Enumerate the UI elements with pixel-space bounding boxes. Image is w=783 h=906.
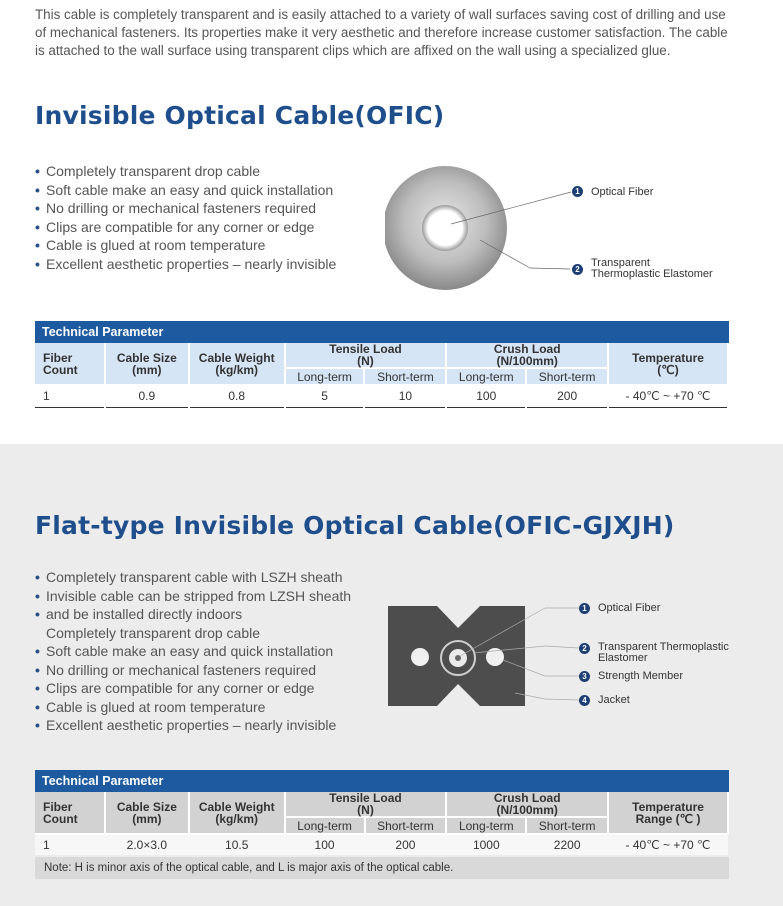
section1-feature-list bbox=[35, 162, 336, 273]
ofic-cross-section-diagram bbox=[385, 160, 765, 290]
callout-jacket: Jacket bbox=[598, 694, 630, 706]
list-item: • and be installed directly indoors bbox=[35, 605, 351, 624]
callout-number-badge: 1 bbox=[572, 186, 583, 197]
cell-tensile-long: 100 bbox=[285, 834, 365, 855]
cell-temperature: - 40℃ ~ +70 ℃ bbox=[608, 834, 728, 855]
header-short-term: Short-term bbox=[526, 368, 608, 385]
callout-elastomer-line1: Transparent bbox=[591, 257, 650, 269]
table-caption: Technical Parameter bbox=[35, 770, 729, 792]
table-note: Note: H is minor axis of the optical cable, and L is major axis of the optical cable. bbox=[35, 857, 729, 879]
callout-number-badge: 4 bbox=[579, 695, 590, 706]
header-tensile-load: Tensile Load (N) bbox=[285, 343, 447, 368]
header-long-term: Long-term bbox=[285, 368, 365, 385]
table-row bbox=[35, 385, 728, 407]
cell-tensile-short: 200 bbox=[365, 834, 447, 855]
header-cable-size: Cable Size (mm) bbox=[105, 343, 189, 385]
ofic-gjxjh-cross-section-diagram bbox=[385, 598, 775, 718]
cell-cable-weight: 10.5 bbox=[189, 834, 285, 855]
cell-crush-short: 2200 bbox=[526, 834, 608, 855]
header-crush-load: Crush Load (N/100mm) bbox=[446, 343, 608, 368]
list-item: • No drilling or mechanical fasteners required bbox=[35, 661, 351, 680]
table-row bbox=[35, 834, 728, 855]
header-long-term: Long-term bbox=[285, 817, 365, 834]
cell-crush-short: 200 bbox=[557, 389, 578, 404]
list-item: • Clips are compatible for any corner or edge bbox=[35, 218, 336, 237]
callout-elastomer-line1: Transparent Thermoplastic bbox=[598, 641, 729, 653]
header-short-term: Short-term bbox=[364, 368, 446, 385]
section2-technical-table bbox=[35, 770, 729, 879]
header-short-term: Short-term bbox=[365, 817, 447, 834]
table-caption: Technical Parameter bbox=[35, 321, 729, 343]
callout-elastomer-line2: Thermoplastic Elastomer bbox=[591, 268, 713, 280]
header-fiber-count: Fiber Count bbox=[35, 792, 105, 834]
header-short-term: Short-term bbox=[526, 817, 608, 834]
header-long-term: Long-term bbox=[446, 368, 526, 385]
header-fiber-count: Fiber Count bbox=[35, 343, 105, 385]
section1-title: Invisible Optical Cable(OFIC) bbox=[35, 101, 445, 130]
list-item: Completely transparent drop cable bbox=[46, 624, 261, 641]
header-crush-load: Crush Load (N/100mm) bbox=[446, 792, 608, 817]
header-cable-weight: Cable Weight (kg/km) bbox=[189, 343, 285, 385]
cell-fiber-count: 1 bbox=[43, 389, 50, 404]
list-item: • Soft cable make an easy and quick installation bbox=[35, 642, 351, 661]
callout-strength-member: Strength Member bbox=[598, 670, 683, 682]
callout-elastomer-line2: Elastomer bbox=[598, 652, 648, 664]
callout-number-badge: 2 bbox=[579, 643, 590, 654]
cell-fiber-count: 1 bbox=[35, 834, 105, 855]
intro-paragraph: This cable is completely transparent and is easily attached to a variety of wall surfaces saving cost of drilling and use of mechanical fasteners. Its properties make it very aesthetic and therefore increase customer satisfaction. The cable is attached to the wall surface using transparent clips which are affixed on the wall using a specialized glue. bbox=[35, 7, 728, 58]
header-tensile-load: Tensile Load (N) bbox=[285, 792, 447, 817]
section2-title: Flat-type Invisible Optical Cable(OFIC-GJXJH) bbox=[35, 511, 675, 540]
list-item: • Soft cable make an easy and quick installation bbox=[35, 181, 336, 200]
list-item: • Excellent aesthetic properties – nearly invisible bbox=[35, 716, 351, 735]
callout-number-badge: 3 bbox=[579, 671, 590, 682]
list-item: • Cable is glued at room temperature bbox=[35, 698, 351, 717]
list-item: • Invisible cable can be stripped from LZSH sheath bbox=[35, 587, 351, 606]
callout-optical-fiber: Optical Fiber bbox=[598, 602, 661, 614]
cell-tensile-long: 5 bbox=[321, 389, 328, 404]
list-item: • Excellent aesthetic properties – nearly invisible bbox=[35, 255, 336, 274]
cell-crush-long: 1000 bbox=[446, 834, 526, 855]
list-item: • Completely transparent drop cable bbox=[35, 162, 336, 181]
header-temperature: Temperature (℃) bbox=[608, 343, 728, 385]
section2-feature-list bbox=[35, 568, 351, 735]
cell-cable-size: 0.9 bbox=[138, 389, 156, 404]
cell-tensile-short: 10 bbox=[398, 389, 413, 404]
section1-technical-table bbox=[35, 321, 729, 408]
cell-temperature: - 40℃ ~ +70 ℃ bbox=[625, 389, 711, 404]
callout-number-badge: 1 bbox=[579, 603, 590, 614]
cell-crush-long: 100 bbox=[476, 389, 497, 404]
cell-cable-size: 2.0×3.0 bbox=[105, 834, 189, 855]
list-item: • No drilling or mechanical fasteners required bbox=[35, 199, 336, 218]
list-item: • Clips are compatible for any corner or edge bbox=[35, 679, 351, 698]
cell-cable-weight: 0.8 bbox=[228, 389, 246, 404]
list-item: • Cable is glued at room temperature bbox=[35, 236, 336, 255]
header-long-term: Long-term bbox=[446, 817, 526, 834]
header-cable-weight: Cable Weight (kg/km) bbox=[189, 792, 285, 834]
callout-optical-fiber: Optical Fiber bbox=[591, 186, 654, 198]
header-temperature-range: Temperature Range (℃ ) bbox=[608, 792, 728, 834]
list-item: • Completely transparent cable with LSZH sheath bbox=[35, 568, 351, 587]
header-cable-size: Cable Size (mm) bbox=[105, 792, 189, 834]
callout-number-badge: 2 bbox=[572, 264, 583, 275]
